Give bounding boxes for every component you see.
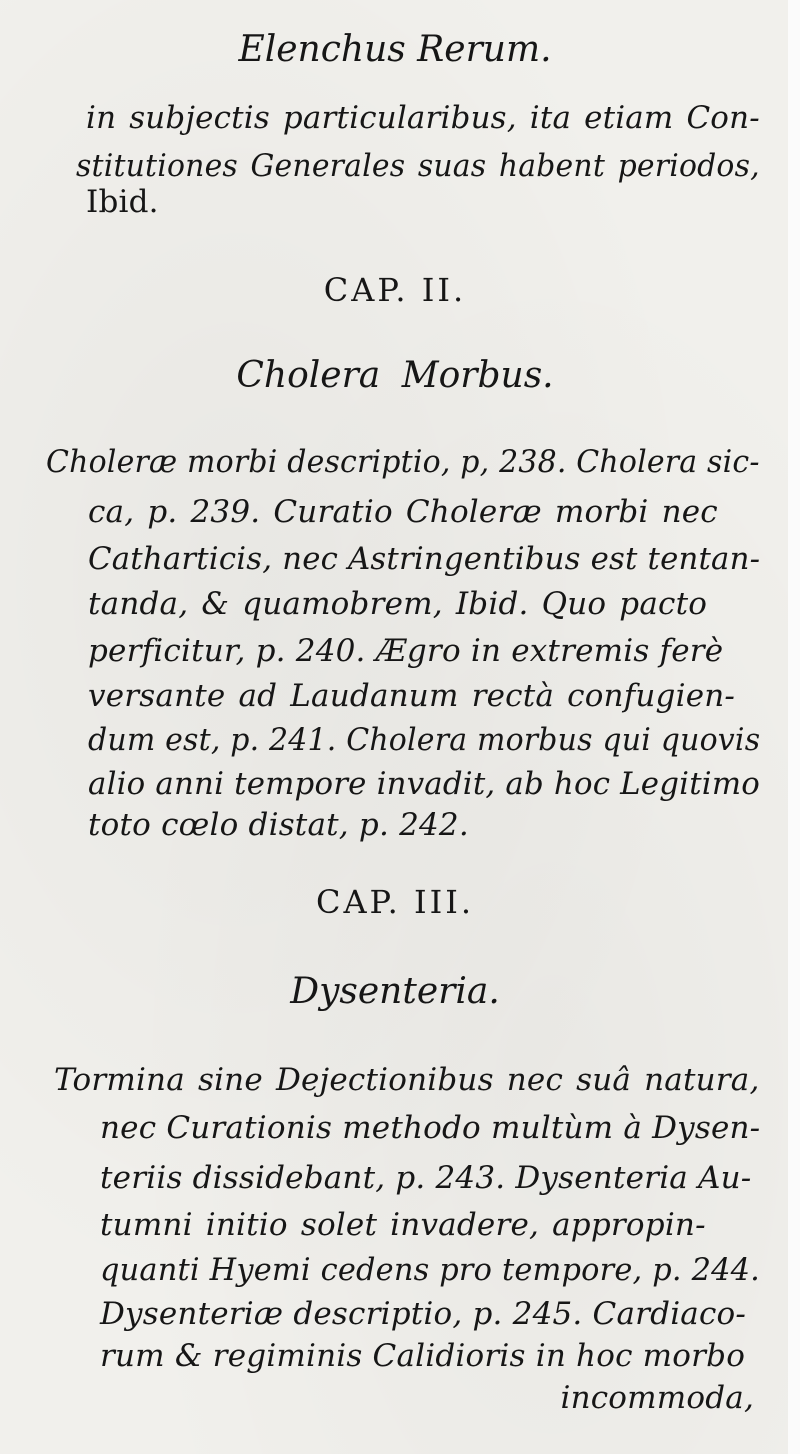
chapter-2-line-7: dum est, p. 241. Cholera morbus qui quovis (88, 722, 761, 758)
chapter-3-line-2: nec Curationis methodo multùm à Dysen- (100, 1110, 761, 1146)
chapter-2-line-8: alio anni tempore invadit, ab hoc Legitimo (88, 766, 761, 802)
chapter-2-line-3: Catharticis, nec Astringentibus est tentan- (88, 541, 761, 577)
chapter-3-line-1: Tormina sine Dejectionibus nec suâ natura, (54, 1062, 760, 1098)
chapter-3-line-6: Dysenteriæ descriptio, p. 245. Cardiaco- (100, 1296, 747, 1332)
intro-line-3: Ibid. (86, 184, 159, 220)
chapter-2-line-2: ca, p. 239. Curatio Choleræ morbi nec (88, 494, 718, 530)
chapter-2-title: Cholera Morbus. (236, 355, 554, 396)
page-edge (788, 0, 800, 1454)
chapter-3-line-7: rum & regiminis Calidioris in hoc morbo (100, 1338, 746, 1374)
intro-line-2: stitutiones Generales suas habent periodos, (76, 148, 760, 184)
chapter-2-line-6: versante ad Laudanum rectà confugien- (88, 678, 736, 714)
chapter-3-title: Dysenteria. (290, 971, 500, 1012)
catchword: incommoda, (560, 1380, 754, 1416)
running-header: Elenchus Rerum. (238, 29, 552, 70)
chapter-2-line-9: toto cœlo distat, p. 242. (88, 807, 469, 843)
chapter-3-heading: CAP. III. (315, 883, 475, 921)
chapter-2-line-1: Choleræ morbi descriptio, p, 238. Cholera sic- (46, 444, 760, 480)
intro-line-1: in subjectis particularibus, ita etiam Con- (86, 100, 760, 136)
chapter-2-line-5: perficitur, p. 240. Ægro in extremis ferè (88, 633, 724, 669)
chapter-3-line-5: quanti Hyemi cedens pro tempore, p. 244. (100, 1252, 761, 1288)
chapter-2-line-4: tanda, & quamobrem, Ibid. Quo pacto (88, 586, 708, 622)
chapter-3-line-4: tumni initio solet invadere, appropin- (100, 1207, 706, 1243)
chapter-3-line-3: teriis dissidebant, p. 243. Dysenteria Au- (100, 1160, 752, 1196)
chapter-2-heading: CAP. II. (323, 271, 467, 309)
